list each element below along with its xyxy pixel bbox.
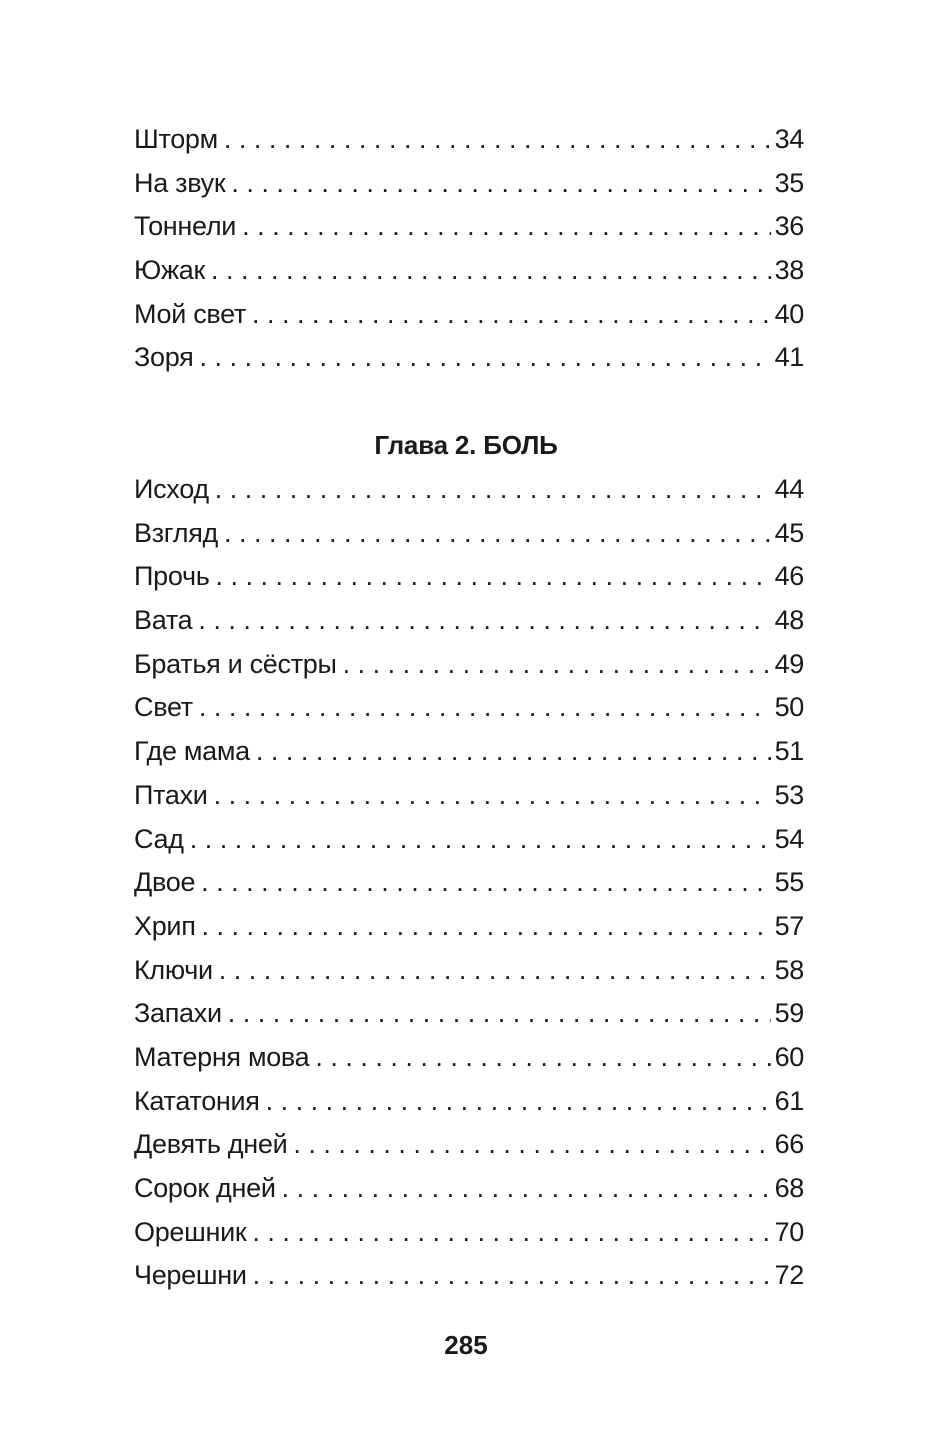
toc-entry-page: 36: [774, 211, 804, 242]
toc-entry-page: 54: [774, 823, 804, 854]
toc-entry-page: 68: [774, 1173, 804, 1203]
toc-dot-leader: [199, 692, 771, 723]
toc-dot-leader: [201, 867, 770, 898]
toc-entry-title: Орешник: [134, 1216, 247, 1247]
toc-section-chapter-2: [134, 474, 804, 1304]
toc-entry-title: Тоннели: [134, 211, 237, 242]
toc-entry-page: 61: [774, 1085, 804, 1116]
toc-dot-leader: [252, 1217, 770, 1248]
toc-dot-leader: [256, 736, 771, 767]
toc-entry: [134, 736, 804, 780]
toc-entry-page: 55: [774, 867, 804, 898]
toc-entry-page: 48: [774, 605, 804, 636]
toc-dot-leader: [202, 911, 771, 942]
toc-entry-title: Матерня мова: [134, 1041, 310, 1072]
toc-entry-title: Сад: [134, 823, 184, 854]
toc-dot-leader: [199, 342, 770, 373]
toc-entry-title: Исход: [134, 474, 209, 504]
toc-dot-leader: [293, 1129, 770, 1160]
toc-entry-title: Черешни: [134, 1260, 247, 1291]
toc-entry: [134, 1086, 804, 1130]
toc-dot-leader: [253, 1260, 771, 1291]
toc-entry: [134, 1042, 804, 1086]
toc-entry-title: Южак: [134, 255, 205, 286]
toc-entry-title: Двое: [134, 867, 196, 898]
toc-entry-page: 45: [774, 517, 804, 548]
toc-entry-page: 41: [774, 342, 804, 373]
toc-entry-page: 40: [774, 298, 804, 329]
toc-entry: [134, 211, 804, 255]
toc-entry: [134, 1260, 804, 1304]
toc-entry-page: 59: [774, 998, 804, 1029]
toc-dot-leader: [215, 561, 770, 592]
toc-entry-page: 53: [774, 779, 804, 810]
toc-dot-leader: [231, 168, 770, 199]
toc-entry: [134, 342, 804, 386]
toc-dot-leader: [215, 474, 771, 505]
toc-entry-title: Мой свет: [134, 298, 247, 329]
toc-entry-page: 38: [774, 255, 804, 286]
toc-entry: [134, 561, 804, 605]
toc-dot-leader: [224, 124, 771, 155]
toc-dot-leader: [242, 211, 770, 242]
toc-entry-page: 58: [774, 954, 804, 985]
toc-dot-leader: [211, 255, 771, 286]
toc-entry-page: 70: [774, 1216, 804, 1247]
page-number: 285: [444, 1330, 488, 1360]
toc-entry: [134, 124, 804, 168]
toc-entry-page: 57: [774, 910, 804, 941]
toc-entry-title: Прочь: [134, 561, 210, 592]
toc-entry-title: Запахи: [134, 998, 222, 1029]
toc-dot-leader: [343, 649, 771, 680]
toc-entry: [134, 518, 804, 562]
toc-entry: [134, 649, 804, 693]
toc-entry-title: Хрип: [134, 910, 196, 941]
toc-dot-leader: [224, 518, 771, 549]
toc-entry: [134, 1173, 804, 1217]
toc-dot-leader: [228, 998, 771, 1029]
toc-dot-leader: [198, 605, 770, 636]
toc-entry: [134, 824, 804, 868]
toc-entry-title: Ключи: [134, 954, 213, 985]
toc-entry-title: Взгляд: [134, 517, 218, 548]
toc-entry-page: 34: [774, 124, 804, 154]
toc-entry: [134, 998, 804, 1042]
toc-entry-page: 50: [774, 692, 804, 723]
toc-entry-page: 44: [774, 474, 804, 504]
toc-entry-title: Кататония: [134, 1085, 260, 1116]
toc-dot-leader: [219, 955, 771, 986]
toc-entry-page: 51: [774, 736, 804, 767]
toc-entry: [134, 1217, 804, 1261]
toc-section-continued: [134, 124, 804, 386]
toc-entry-title: Птахи: [134, 779, 208, 810]
toc-entry-title: Зоря: [134, 342, 194, 373]
toc-dot-leader: [252, 299, 771, 330]
toc-entry-title: Сорок дней: [134, 1173, 276, 1203]
toc-entry: [134, 605, 804, 649]
chapter-heading: Глава 2. БОЛЬ: [374, 430, 558, 460]
toc-entry-title: Девять дней: [134, 1129, 288, 1160]
toc-entry: [134, 911, 804, 955]
toc-entry-page: 66: [774, 1129, 804, 1160]
toc-entry-page: 49: [774, 648, 804, 679]
toc-entry: [134, 780, 804, 824]
toc-entry: [134, 955, 804, 999]
toc-entry-page: 60: [774, 1041, 804, 1072]
toc-entry-page: 72: [774, 1260, 804, 1291]
toc-entry-title: Свет: [134, 692, 193, 723]
toc-entry-page: 35: [774, 167, 804, 198]
toc-entry: [134, 168, 804, 212]
toc-entry-title: Шторм: [134, 124, 218, 154]
toc-entry-title: Вата: [134, 605, 193, 636]
toc-dot-leader: [266, 1086, 771, 1117]
toc-dot-leader: [190, 824, 771, 855]
toc-entry: [134, 867, 804, 911]
toc-entry-title: Братья и сёстры: [134, 648, 337, 679]
toc-entry-page: 46: [774, 561, 804, 592]
toc-dot-leader: [214, 780, 771, 811]
toc-entry: [134, 692, 804, 736]
toc-entry-title: На звук: [134, 167, 226, 198]
toc-entry: [134, 299, 804, 343]
toc-entry: [134, 474, 804, 518]
toc-dot-leader: [282, 1173, 771, 1204]
toc-entry-title: Где мама: [134, 736, 250, 767]
toc-dot-leader: [315, 1042, 770, 1073]
toc-entry: [134, 1129, 804, 1173]
toc-entry: [134, 255, 804, 299]
